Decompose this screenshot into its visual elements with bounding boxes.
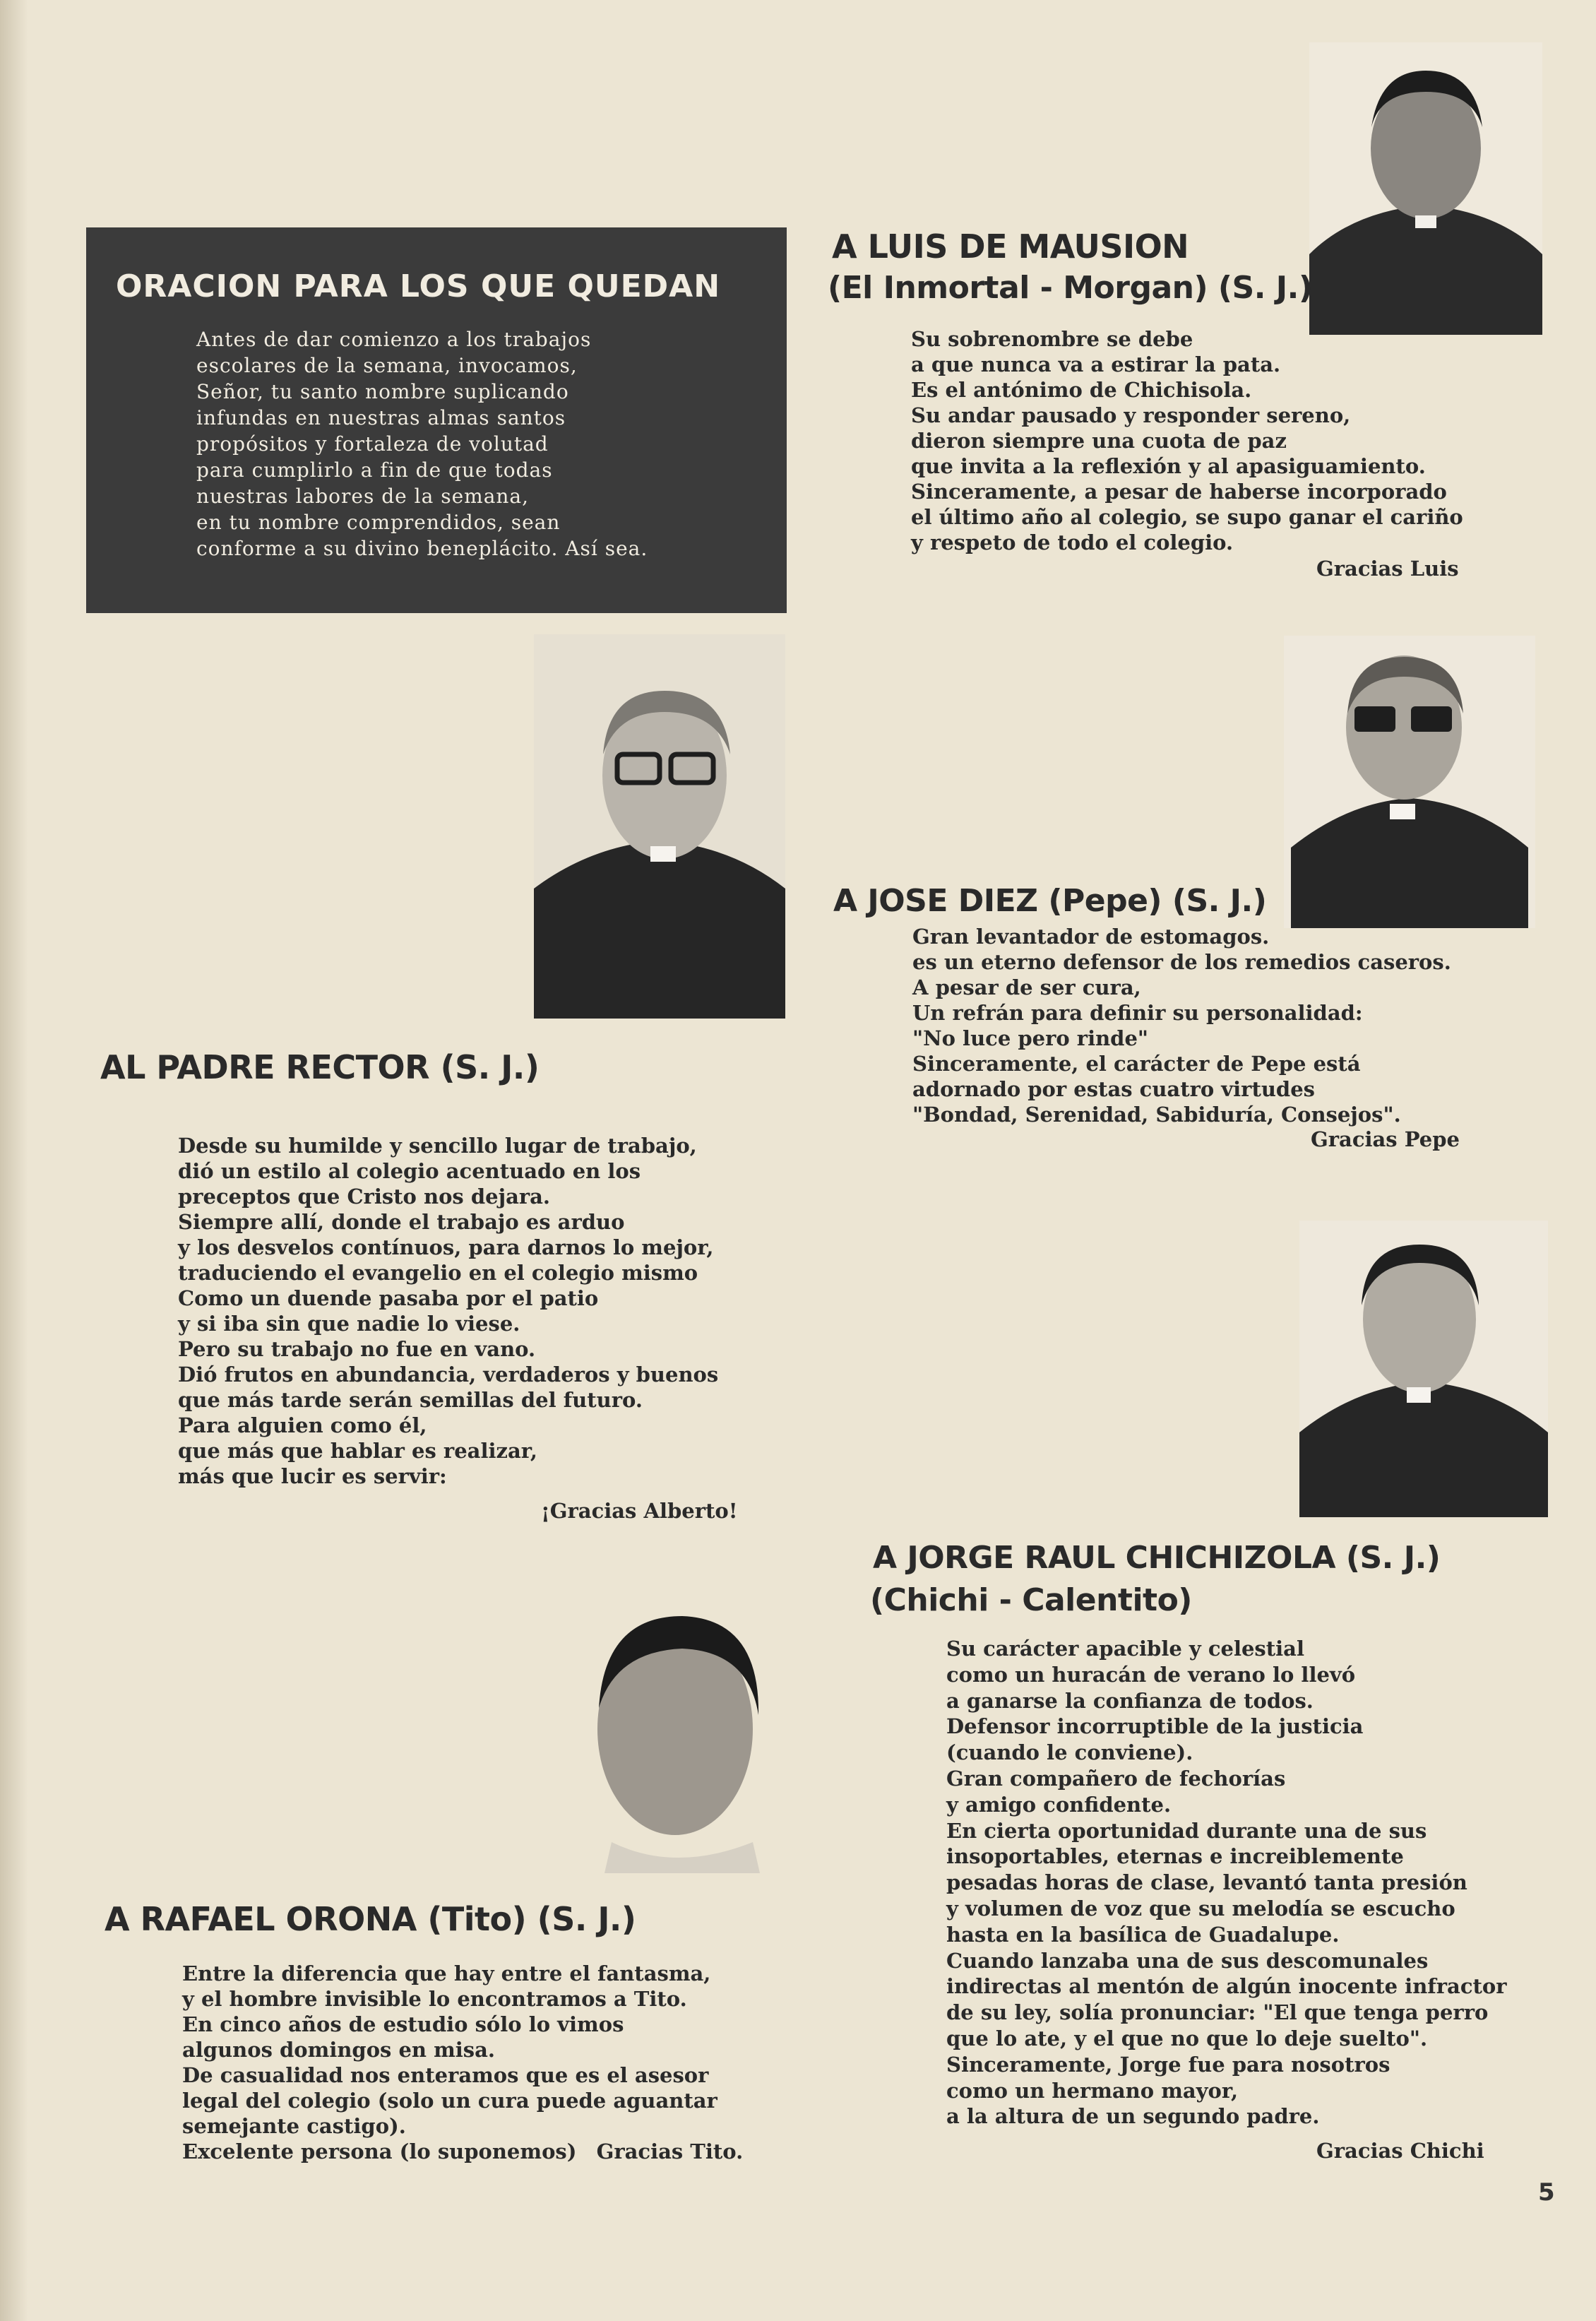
portrait-diez xyxy=(1284,636,1535,928)
orona-last-line: Excelente persona (lo suponemos) xyxy=(182,2139,577,2163)
portrait-mausion xyxy=(1309,42,1542,335)
chichizola-line: Defensor incorruptible de la justicia xyxy=(946,1714,1364,1739)
diez-line: Gran levantador de estomagos. xyxy=(912,925,1270,949)
chichizola-signature: Gracias Chichi xyxy=(1316,2139,1484,2163)
rector-line: dió un estilo al colegio acentuado en los xyxy=(178,1159,641,1183)
portrait-chichizola xyxy=(1299,1221,1548,1517)
rector-line: Dió frutos en abundancia, verdaderos y buenos xyxy=(178,1363,719,1387)
chichizola-line: a ganarse la confianza de todos. xyxy=(946,1688,1314,1713)
portrait-orona xyxy=(548,1588,795,1873)
chichizola-line: En cierta oportunidad durante una de sus xyxy=(946,1818,1427,1843)
mausion-line: el último año al colegio, se supo ganar el cariño xyxy=(911,505,1463,529)
photo-mausion xyxy=(1309,42,1542,335)
diez-signature: Gracias Pepe xyxy=(1311,1127,1460,1151)
prayer-line: propósitos y fortaleza de volutad xyxy=(196,432,549,456)
prayer-line: Señor, tu santo nombre suplicando xyxy=(196,380,569,403)
chichizola-line: pesadas horas de clase, levantó tanta presión xyxy=(946,1870,1467,1895)
prayer-line: en tu nombre comprendidos, sean xyxy=(196,511,561,534)
prayer-line: escolares de la semana, invocamos, xyxy=(196,354,578,377)
chichizola-line: y amigo confidente. xyxy=(946,1792,1172,1817)
chichizola-line: indirectas al mentón de algún inocente infractor xyxy=(946,1974,1507,1999)
mausion-line: y respeto de todo el colegio. xyxy=(911,530,1234,554)
rector-line: Para alguien como él, xyxy=(178,1413,427,1437)
rector-line: que más que hablar es realizar, xyxy=(178,1439,538,1463)
orona-title: A RAFAEL ORONA (Tito) (S. J.) xyxy=(105,1900,636,1938)
chichizola-line: a la altura de un segundo padre. xyxy=(946,2104,1320,2129)
prayer-line: nuestras labores de la semana, xyxy=(196,485,530,508)
mausion-line: Su sobrenombre se debe xyxy=(911,327,1193,351)
prayer-line: Antes de dar comienzo a los trabajos xyxy=(196,328,592,351)
rector-line: Desde su humilde y sencillo lugar de trabajo, xyxy=(178,1134,697,1158)
mausion-subtitle: (El Inmortal - Morgan) (S. J.) xyxy=(828,270,1313,306)
chichizola-line: Cuando lanzaba una de sus descomunales xyxy=(946,1948,1429,1973)
rector-line: y los desvelos contínuos, para darnos lo mejor, xyxy=(178,1235,714,1259)
chichizola-line: (cuando le conviene). xyxy=(946,1740,1193,1765)
chichizola-line: y volumen de voz que su melodía se escucho xyxy=(946,1896,1455,1921)
chichizola-line: hasta en la basílica de Guadalupe. xyxy=(946,1922,1340,1947)
diez-line: "Bondad, Serenidad, Sabiduría, Consejos". xyxy=(912,1103,1401,1127)
chichizola-line: como un huracán de verano lo llevó xyxy=(946,1662,1356,1687)
mausion-line: Sinceramente, a pesar de haberse incorporado xyxy=(911,480,1447,504)
diez-line: Sinceramente, el carácter de Pepe está xyxy=(912,1052,1361,1076)
mausion-signature: Gracias Luis xyxy=(1316,557,1459,581)
orona-line: semejante castigo). xyxy=(182,2114,406,2138)
rector-signature: ¡Gracias Alberto! xyxy=(541,1499,738,1523)
rector-line: y si iba sin que nadie lo viese. xyxy=(178,1312,520,1336)
orona-line: legal del colegio (solo un cura puede aguantar xyxy=(182,2089,717,2113)
chichizola-line: Gran compañero de fechorías xyxy=(946,1766,1286,1791)
photo-rector xyxy=(534,634,785,1019)
chichizola-line: Su carácter apacible y celestial xyxy=(946,1637,1304,1661)
rector-text xyxy=(178,1133,814,1489)
chichizola-title: A JORGE RAUL CHICHIZOLA (S. J.) xyxy=(873,1540,1441,1576)
page-number: 5 xyxy=(1538,2178,1555,2207)
diez-line: Un refrán para definir su personalidad: xyxy=(912,1001,1363,1025)
diez-line: "No luce pero rinde" xyxy=(912,1026,1149,1050)
rector-line: traduciendo el evangelio en el colegio mismo xyxy=(178,1261,698,1285)
diez-line: A pesar de ser cura, xyxy=(912,975,1141,999)
prayer-line: para cumplirlo a fin de que todas xyxy=(196,458,553,482)
mausion-line: dieron siempre una cuota de paz xyxy=(911,429,1287,453)
mausion-text xyxy=(911,326,1532,555)
orona-signature: Gracias Tito. xyxy=(596,2139,744,2163)
mausion-line: Es el antónimo de Chichisola. xyxy=(911,378,1252,402)
photo-chichizola xyxy=(1299,1221,1548,1517)
orona-line: algunos domingos en misa. xyxy=(182,2038,496,2062)
photo-diez xyxy=(1284,636,1535,928)
chichizola-subtitle: (Chichi - Calentito) xyxy=(870,1582,1192,1618)
rector-title: AL PADRE RECTOR (S. J.) xyxy=(100,1048,540,1086)
rector-line: Pero su trabajo no fue en vano. xyxy=(178,1337,536,1361)
rector-line: Siempre allí, donde el trabajo es arduo xyxy=(178,1210,625,1234)
chichizola-line: de su ley, solía pronunciar: "El que tenga perro xyxy=(946,2000,1489,2025)
orona-line: y el hombre invisible lo encontramos a Tito. xyxy=(182,1987,687,2011)
chichizola-text xyxy=(946,1636,1568,2130)
mausion-title: A LUIS DE MAUSION xyxy=(832,227,1189,266)
chichizola-line: como un hermano mayor, xyxy=(946,2078,1239,2103)
diez-text xyxy=(912,924,1534,1127)
diez-line: es un eterno defensor de los remedios caseros. xyxy=(912,950,1451,974)
diez-line: adornado por estas cuatro virtudes xyxy=(912,1077,1315,1101)
chichizola-line: insoportables, eternas e increiblemente xyxy=(946,1844,1404,1869)
portrait-rector xyxy=(534,634,785,1019)
orona-line xyxy=(182,2139,818,2164)
orona-line: De casualidad nos enteramos que es el asesor xyxy=(182,2063,709,2087)
diez-title: A JOSE DIEZ (Pepe) (S. J.) xyxy=(833,883,1267,919)
mausion-line: Su andar pausado y responder sereno, xyxy=(911,403,1351,427)
prayer-line: infundas en nuestras almas santos xyxy=(196,406,566,429)
orona-text xyxy=(182,1961,818,2164)
rector-line: que más tarde serán semillas del futuro. xyxy=(178,1388,643,1412)
photo-orona xyxy=(548,1588,795,1873)
rector-line: más que lucir es servir: xyxy=(178,1464,447,1488)
page-edge-shadow xyxy=(0,0,28,2321)
mausion-line: a que nunca va a estirar la pata. xyxy=(911,352,1281,376)
orona-line: En cinco años de estudio sólo lo vimos xyxy=(182,2012,624,2036)
prayer-box xyxy=(86,227,787,613)
prayer-line: conforme a su divino beneplácito. Así sea. xyxy=(196,537,648,560)
mausion-line: que invita a la reflexión y al apasiguamiento. xyxy=(911,454,1426,478)
chichizola-line: Sinceramente, Jorge fue para nosotros xyxy=(946,2052,1390,2077)
orona-line: Entre la diferencia que hay entre el fantasma, xyxy=(182,1961,711,1985)
prayer-title: ORACION PARA LOS QUE QUEDAN xyxy=(116,268,721,304)
chichizola-line: que lo ate, y el que no que lo deje suelto". xyxy=(946,2026,1428,2050)
rector-line: preceptos que Cristo nos dejara. xyxy=(178,1185,551,1209)
rector-line: Como un duende pasaba por el patio xyxy=(178,1286,599,1310)
prayer-text xyxy=(196,326,761,562)
